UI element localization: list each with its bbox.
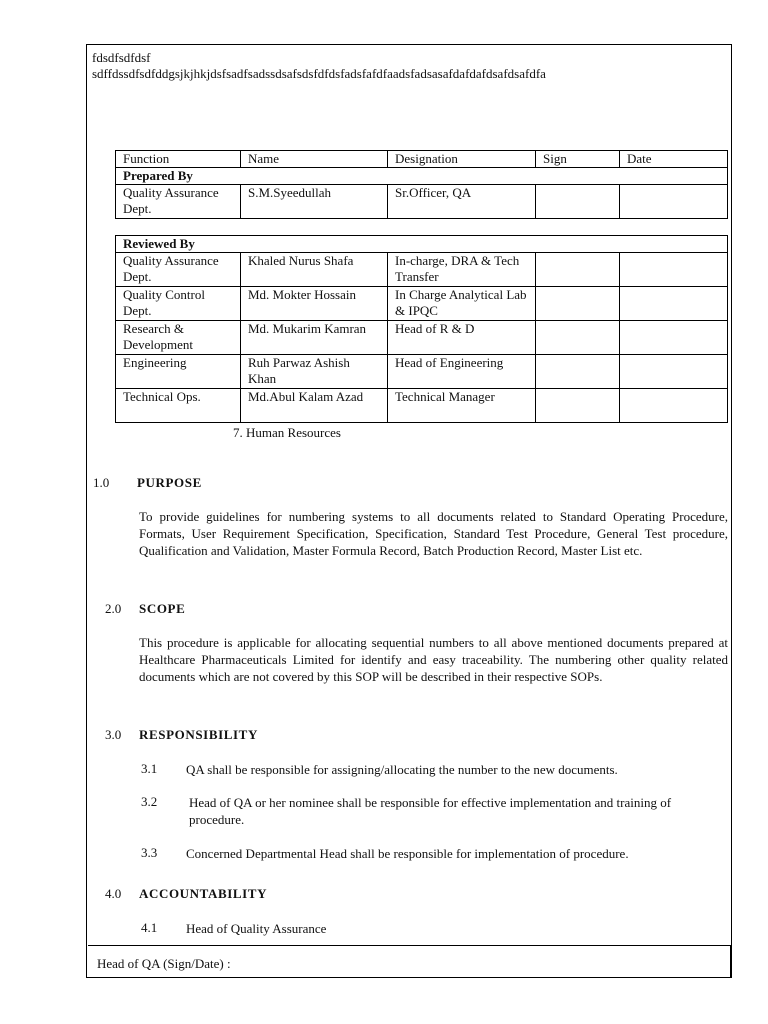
- accountability-item-number: 4.1: [141, 920, 158, 935]
- scope-heading: SCOPE: [139, 601, 186, 616]
- purpose-text: To provide guidelines for numbering systems to all documents related to Standard Operating Procedure, Formats, User Requirement Specification, Specification, Standard Test Procedure, General Test procedure, Qualification and Validation, Master Formula Record, Batch Production Record, Master List etc.: [139, 509, 728, 558]
- human-resources-line: 7. Human Resources: [233, 425, 341, 440]
- cell-designation: Sr.Officer, QA: [388, 185, 536, 219]
- cell-sign: [536, 321, 620, 355]
- responsibility-number: 3.0: [105, 727, 122, 742]
- cell-date: [620, 389, 728, 423]
- cell-sign: [536, 389, 620, 423]
- cell-designation: In-charge, DRA & Tech Transfer: [388, 253, 536, 287]
- responsibility-heading: RESPONSIBILITY: [139, 727, 258, 742]
- header-line-2: sdffdssdfsdfddgsjkjhkjdsfsadfsadssdsafsdsfdfdsfadsfafdfaadsfadsasafdafdafdsafdsafdfa: [92, 66, 546, 81]
- prepared-by-table: [115, 150, 728, 219]
- table-row: [116, 389, 728, 423]
- cell-name: S.M.Syeedullah: [241, 185, 388, 219]
- column-header-date: Date: [620, 151, 728, 168]
- cell-designation: Head of Engineering: [388, 355, 536, 389]
- purpose-heading: PURPOSE: [137, 475, 202, 490]
- cell-sign: [536, 355, 620, 389]
- cell-name: Md. Mukarim Kamran: [241, 321, 388, 355]
- cell-function: Engineering: [116, 355, 241, 389]
- responsibility-item-number: 3.3: [141, 845, 158, 860]
- cell-function: Research & Development: [116, 321, 241, 355]
- accountability-item-text: Head of Quality Assurance: [186, 921, 327, 936]
- cell-sign: [536, 185, 620, 219]
- cell-function: Quality Control Dept.: [116, 287, 241, 321]
- cell-name: Md.Abul Kalam Azad: [241, 389, 388, 423]
- footer-sign-label: Head of QA (Sign/Date) :: [97, 956, 231, 971]
- reviewed-by-section-row: [116, 236, 728, 253]
- responsibility-item-number: 3.1: [141, 761, 158, 776]
- cell-sign: [536, 287, 620, 321]
- table-row: [116, 355, 728, 389]
- document-header: [92, 50, 712, 82]
- cell-sign: [536, 253, 620, 287]
- cell-date: [620, 185, 728, 219]
- table-row: [116, 321, 728, 355]
- table-row: [116, 287, 728, 321]
- table-row: [116, 253, 728, 287]
- cell-name: Khaled Nurus Shafa: [241, 253, 388, 287]
- cell-function: Quality Assurance Dept.: [116, 185, 241, 219]
- cell-function: Quality Assurance Dept.: [116, 253, 241, 287]
- responsibility-item-text: QA shall be responsible for assigning/allocating the number to the new documents.: [186, 762, 618, 777]
- table-header-row: [116, 151, 728, 168]
- responsibility-item-text: Head of QA or her nominee shall be responsible for effective implementation and training of procedure.: [189, 795, 672, 827]
- responsibility-item-text: Concerned Departmental Head shall be responsible for implementation of procedure.: [186, 846, 629, 861]
- purpose-number: 1.0: [93, 475, 110, 490]
- accountability-number: 4.0: [105, 886, 122, 901]
- cell-designation: Head of R & D: [388, 321, 536, 355]
- cell-name: Md. Mokter Hossain: [241, 287, 388, 321]
- column-header-function: Function: [116, 151, 241, 168]
- scope-text: This procedure is applicable for allocating sequential numbers to all above mentioned documents prepared at Healthcare Pharmaceuticals Limited for identify and easy traceability. The numbering other quality related documents which are not covered by this SOP will be described in their respective SOPs.: [139, 635, 728, 684]
- cell-name: Ruh Parwaz Ashish Khan: [241, 355, 388, 389]
- column-header-sign: Sign: [536, 151, 620, 168]
- column-header-designation: Designation: [388, 151, 536, 168]
- reviewed-by-label: Reviewed By: [116, 236, 728, 253]
- cell-designation: In Charge Analytical Lab & IPQC: [388, 287, 536, 321]
- cell-date: [620, 253, 728, 287]
- table-row: [116, 185, 728, 219]
- reviewed-by-table: [115, 235, 728, 423]
- responsibility-item-number: 3.2: [141, 794, 158, 809]
- cell-date: [620, 321, 728, 355]
- accountability-heading: ACCOUNTABILITY: [139, 886, 268, 901]
- cell-designation: Technical Manager: [388, 389, 536, 423]
- cell-date: [620, 287, 728, 321]
- column-header-name: Name: [241, 151, 388, 168]
- scope-number: 2.0: [105, 601, 122, 616]
- header-line-1: fdsdfsdfdsf: [92, 50, 151, 65]
- cell-function: Technical Ops.: [116, 389, 241, 423]
- cell-date: [620, 355, 728, 389]
- prepared-by-section-row: [116, 168, 728, 185]
- prepared-by-label: Prepared By: [116, 168, 728, 185]
